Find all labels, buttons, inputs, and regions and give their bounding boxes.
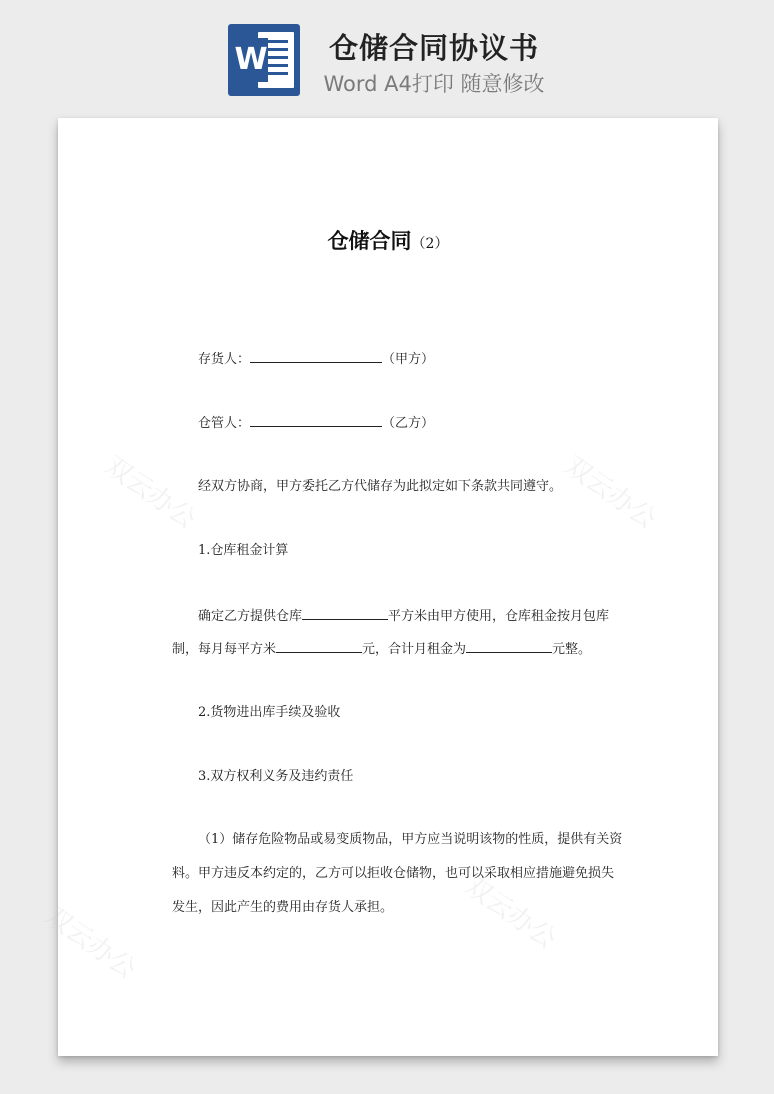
watermark: 双云办公 [558, 450, 662, 536]
rent-text-1b: 平方米由甲方使用，仓库租金按月包库 [388, 609, 610, 624]
depositor-blank [250, 348, 382, 363]
rent-line-1 [198, 605, 609, 627]
unit-price-blank [276, 638, 362, 653]
word-icon [228, 24, 300, 96]
rent-text-2b: 元，合计月租金为 [362, 642, 467, 657]
rent-text-1a: 确定乙方提供仓库 [198, 609, 303, 624]
section-heading-3: 3.双方权利义务及违约责任 [198, 769, 354, 784]
total-rent-blank [466, 638, 552, 653]
clause-1-line-2: 料。甲方违反本约定的，乙方可以拒收仓储物，也可以采取相应措施避免损失 [172, 866, 615, 881]
keeper-blank [250, 412, 382, 427]
rent-line-2 [172, 638, 591, 660]
watermark: 双云办公 [98, 450, 202, 536]
section-heading-1: 1.仓库租金计算 [198, 543, 289, 558]
rent-text-2c: 元整。 [552, 642, 592, 657]
area-blank [302, 605, 388, 620]
keeper-label: 仓管人： [198, 416, 251, 431]
header-title: 仓储合同协议书 [328, 31, 539, 65]
clause-1-line-1: （1）储存危险物品或易变质物品，甲方应当说明该物的性质，提供有关资 [198, 832, 623, 847]
keeper-line [198, 412, 434, 434]
rent-text-2a: 制，每月每平方米 [172, 642, 277, 657]
document-title [58, 226, 718, 259]
watermark: 双云办公 [38, 900, 142, 986]
page-header [0, 0, 774, 110]
intro-paragraph: 经双方协商，甲方委托乙方代储存为此拟定如下条款共同遵守。 [198, 479, 563, 494]
depositor-label: 存货人： [198, 352, 251, 367]
section-heading-2: 2.货物进出库手续及验收 [198, 705, 341, 720]
document-title-text: 仓储合同 [327, 229, 412, 253]
word-letter: W [234, 38, 268, 82]
document-title-number: （2） [411, 236, 449, 252]
clause-1-line-3: 发生，因此产生的费用由存货人承担。 [172, 900, 394, 915]
header-subtitle: Word A4打印 随意修改 [323, 72, 545, 96]
depositor-role: （甲方） [382, 352, 435, 367]
depositor-line [198, 348, 434, 370]
document-page [38, 118, 718, 1056]
watermark: 双云办公 [458, 870, 562, 956]
keeper-role: （乙方） [382, 416, 435, 431]
